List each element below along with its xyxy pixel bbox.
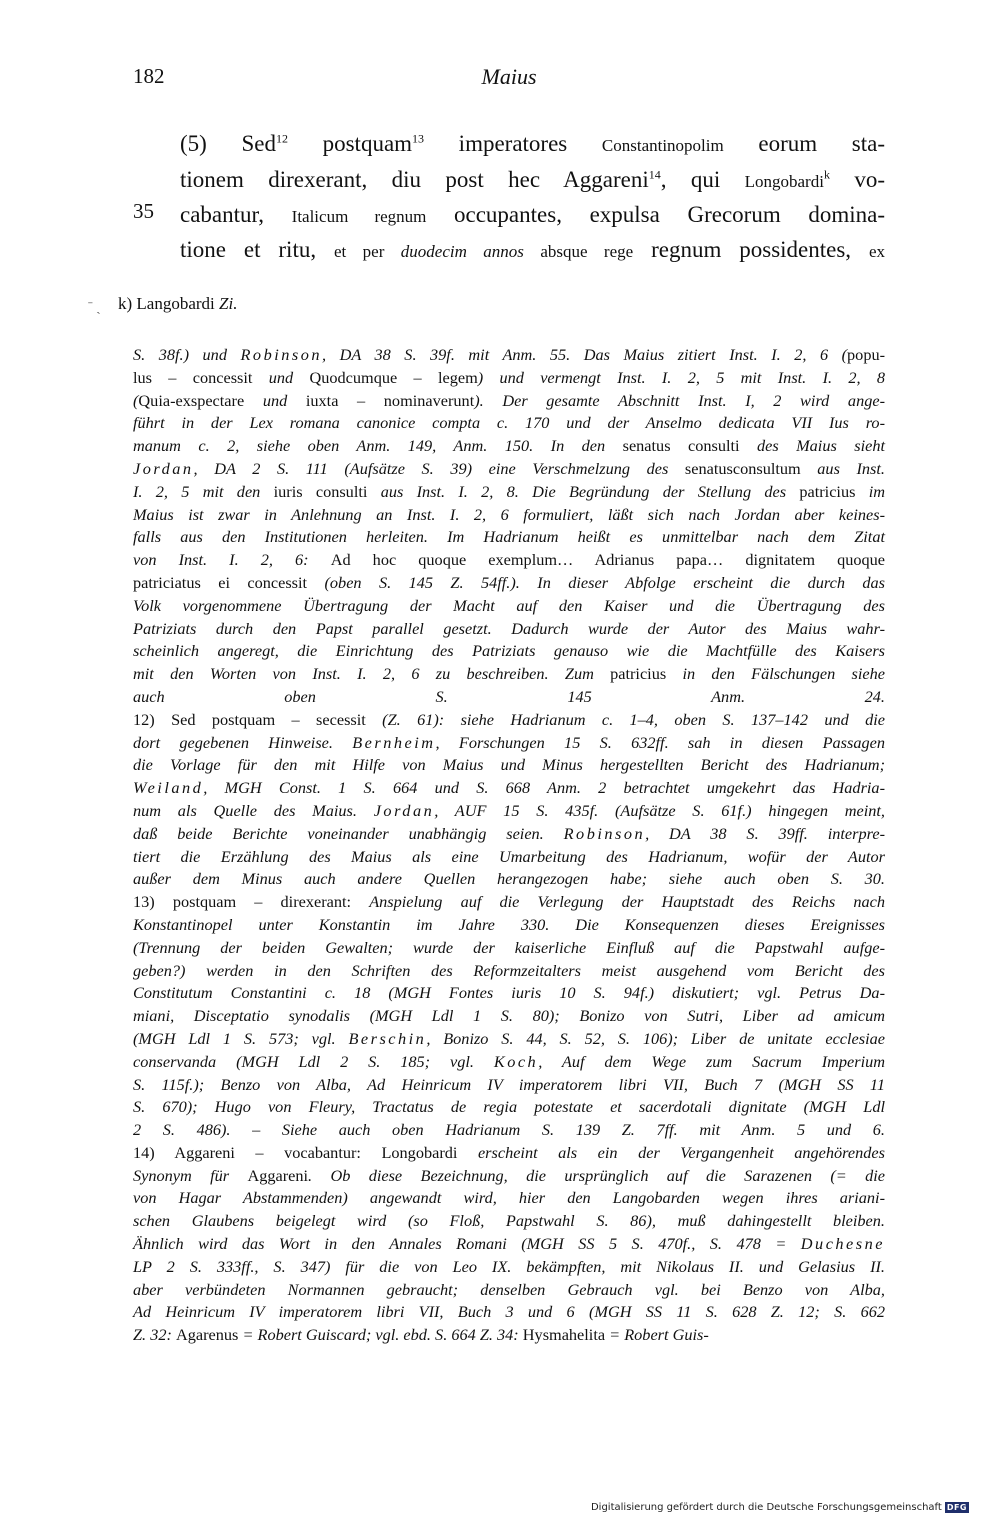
- note-line: [133, 1028, 885, 1051]
- note-line: [133, 390, 885, 413]
- text-run: im: [855, 481, 886, 501]
- text-run: imperatores: [424, 131, 602, 156]
- text-run: und: [262, 390, 306, 410]
- text-run: Synonym für: [133, 1165, 248, 1185]
- digitization-credit: [591, 1502, 969, 1513]
- text-run: Quodcumque – legem: [309, 367, 478, 387]
- text-run: , DA 2 S. 111 (Aufsätze S. 39) eine Verschmelzung des: [193, 458, 685, 478]
- note-line: [133, 1074, 885, 1097]
- text-run: absque rege: [523, 242, 634, 261]
- note-line: [133, 1233, 885, 1256]
- text-run: 13) postquam – direxerant:: [133, 892, 370, 912]
- text-run: Maius ist zwar in Anlehnung an Inst. I. 2, 6 formuliert, läßt sich nach Jordan aber keines-: [133, 504, 885, 524]
- text-run: Ähnlich wird das Wort in den Annales Romani (MGH SS 5 S. 470f., S. 478 =: [133, 1234, 801, 1254]
- note-line: [133, 1256, 885, 1279]
- text-run: 13: [412, 131, 425, 146]
- text-run: = Robert Guiscard; vgl. ebd. S. 664 Z. 34:: [238, 1325, 523, 1345]
- text-line: [180, 126, 885, 162]
- text-run: aus Inst.: [800, 458, 885, 478]
- text-run: aus Inst. I. 2, 8. Die Begründung der Stellung des: [367, 481, 800, 501]
- text-run: eorum sta-: [723, 131, 885, 156]
- text-run: auch oben S. 145 Anm. 24.: [133, 686, 885, 706]
- text-run: Bernheim: [352, 732, 436, 752]
- text-run: vo-: [829, 167, 885, 192]
- text-run: von Inst. I. 2, 6:: [133, 550, 331, 570]
- text-run: popu-: [847, 345, 886, 364]
- text-run: miani, Disceptatio synodalis (MGH Ldl 1 S. 80); Bonizo von Sutri, Liber ad amicum: [133, 1006, 885, 1026]
- dfg-logo-icon: DFG: [946, 1503, 967, 1512]
- text-run: et per: [334, 242, 401, 261]
- note-line: [133, 1005, 885, 1028]
- text-run: S. 38f.) und: [133, 345, 241, 364]
- text-run: senatusconsultum: [684, 458, 801, 478]
- text-run: manum c. 2, siehe oben Anm. 149, Anm. 150. In den: [133, 436, 623, 456]
- text-run: (oben S. 145 Z. 54ff.). In dieser Abfolge erscheint die durch das: [307, 572, 886, 592]
- note-line: [133, 640, 885, 663]
- text-run: num als Quelle des Maius.: [133, 800, 374, 820]
- note-line: [133, 458, 885, 481]
- text-run: dort gegebenen Hinweise.: [133, 732, 353, 752]
- note-line: [133, 1279, 885, 1302]
- text-run: daß beide Berichte voneinander unabhängig seien.: [133, 823, 564, 843]
- text-run: ex: [868, 242, 886, 261]
- text-run: cabantur,: [180, 202, 292, 227]
- text-run: Koch: [493, 1051, 539, 1071]
- text-run: ). Der gesamte Abschnitt Inst. I, 2 wird ange-: [474, 390, 886, 410]
- text-run: Aggareni: [247, 1165, 309, 1185]
- text-run: postquam: [287, 131, 413, 156]
- text-run: , Auf dem Wege zum Sacrum Imperium: [538, 1051, 886, 1071]
- text-run: = Robert Guis-: [605, 1325, 709, 1345]
- text-run: Italicum regnum: [291, 207, 427, 226]
- text-run: Ad Heinricum IV imperatorem libri VII, Buch 3 und 6 (MGH SS 11 S. 628 Z. 12; S. 662: [133, 1302, 885, 1322]
- text-run: Hysmahelita: [522, 1325, 606, 1345]
- text-run: die Vorlage für den mit Hilfe von Maius und Minus hergestellten Bericht des Hadrianum;: [133, 755, 885, 775]
- text-run: außer dem Minus auch andere Quellen herangezogen habe; siehe auch oben S. 30.: [133, 869, 885, 889]
- text-run: iuris consulti: [273, 481, 368, 501]
- text-run: Weiland: [133, 778, 204, 798]
- text-run: (5) Sed: [180, 131, 276, 156]
- text-run: , AUF 15 S. 435f. (Aufsätze S. 61f.) hingegen meint,: [434, 800, 885, 820]
- text-run: , MGH Const. 1 S. 664 und S. 668 Anm. 2 betrachtet umgekehrt das Hadria-: [203, 778, 885, 798]
- note-line: [133, 1051, 885, 1074]
- text-run: Duchesne: [800, 1234, 885, 1254]
- text-run: Jordan: [373, 800, 435, 820]
- text-run: lus – concessit: [133, 367, 269, 387]
- text-run: patriciatus ei concessit: [133, 572, 308, 592]
- text-run: geben?) werden in den Schriften des Reformzeitalters meist ausgehend vom Bericht des: [133, 960, 885, 980]
- note-line: [133, 754, 885, 777]
- note-line: [133, 846, 885, 869]
- text-run: Constantinopolim: [601, 136, 724, 155]
- text-run: des Maius sieht: [739, 436, 885, 456]
- note-line: [133, 572, 885, 595]
- text-run: patricius: [799, 481, 856, 501]
- running-title: Maius: [481, 64, 537, 89]
- text-run: S. 115f.); Benzo von Alba, Ad Heinricum IV imperatorem libri VII, Buch 7 (MGH SS 11: [133, 1074, 885, 1094]
- text-run: 12) Sed postquam – secessit: [133, 709, 366, 729]
- note-line: [133, 504, 885, 527]
- text-line: [180, 232, 885, 267]
- text-run: ) und vermengt Inst. I. 2, 5 mit Inst. I. 2, 8: [477, 367, 886, 387]
- text-run: , qui: [660, 167, 745, 192]
- text-run: (MGH Ldl 1 S. 573; vgl.: [133, 1028, 349, 1048]
- page-header: [133, 64, 885, 94]
- text-run: Volk vorgenommene Übertragung der Macht auf den Kaiser und die Übertragung des: [133, 595, 885, 615]
- commentary-notes: [133, 344, 885, 1347]
- note-line: [133, 663, 885, 686]
- text-run: conservanda (MGH Ldl 2 S. 185; vgl.: [133, 1051, 494, 1071]
- margin-mark: ˉ ˎ: [88, 300, 101, 315]
- note-line: [133, 549, 885, 572]
- page-number: 182: [133, 64, 165, 88]
- text-run: Anspielung auf die Verlegung der Hauptstadt des Reichs nach: [369, 892, 885, 912]
- text-run: Quia-exspectare: [138, 390, 263, 410]
- note-line: [133, 1096, 885, 1119]
- text-line: [180, 162, 885, 197]
- text-run: occupantes, expulsa Grecorum domina-: [426, 202, 885, 227]
- text-run: k: [823, 167, 830, 182]
- text-run: . Ob diese Bezeichnung, die ursprünglich auf die Sarazenen (= die: [308, 1165, 885, 1185]
- note-line: [133, 526, 885, 549]
- text-run: 2 S. 486). – Siehe auch oben Hadrianum S. 139 Z. 7ff. mit Anm. 5 und 6.: [133, 1120, 885, 1140]
- text-run: Agarenus: [175, 1325, 239, 1345]
- note-line: [133, 1119, 885, 1142]
- text-run: , DA 38 S. 39f. mit Anm. 55. Das Maius zitiert Inst. I. 2, 6 (: [322, 345, 848, 364]
- note-line: [133, 412, 885, 435]
- note-line: [133, 823, 885, 846]
- apparatus-label: k) Langobardi: [118, 294, 220, 313]
- text-run: schen Glaubens beigelegt wird (so Floß, Papstwahl S. 86), muß dahingestellt bleiben.: [133, 1211, 885, 1231]
- text-run: (Trennung der beiden Gewalten; wurde der kaiserliche Einfluß auf die Papstwahl aufge-: [133, 937, 885, 957]
- note-line: [133, 732, 885, 755]
- note-line: [133, 1301, 885, 1324]
- text-run: LP 2 S. 333ff., S. 347) für die von Leo IX. bekämpften, mit Nikolaus II. und Gelasius II.: [133, 1256, 885, 1276]
- note-line: [133, 435, 885, 458]
- text-run: , Forschungen 15 S. 632ff. sah in diesen Passagen: [435, 732, 886, 752]
- text-run: , Bonizo S. 44, S. 52, S. 106); Liber de unitate ecclesiae: [426, 1028, 885, 1048]
- note-line: [133, 344, 885, 367]
- note-line: [133, 595, 885, 618]
- text-run: von Hagar Abstammenden) angewandt wird, hier den Langobarden wegen ihres ariani-: [133, 1188, 885, 1208]
- text-run: Robinson: [240, 345, 322, 364]
- note-line: [133, 1187, 885, 1210]
- text-run: Z. 32:: [133, 1325, 176, 1345]
- text-run: (: [133, 390, 139, 410]
- text-run: tionem direxerant, diu post hec Aggareni: [180, 167, 649, 192]
- note-line: [133, 1210, 885, 1233]
- text-run: erscheint als ein der Vergangenheit angehörendes: [457, 1142, 885, 1162]
- text-run: patricius: [610, 664, 667, 684]
- note-line: [133, 367, 885, 390]
- text-run: Ad hoc quoque exemplum… Adrianus papa… dignitatem quoque: [330, 550, 886, 570]
- text-run: Patriziats durch den Papst parallel gesetzt. Dadurch wurde der Autor des Maius wahr-: [133, 618, 885, 638]
- edition-text: [180, 126, 885, 267]
- text-run: iuxta – nominaverunt: [305, 390, 475, 410]
- text-run: regnum possidentes,: [633, 237, 869, 262]
- critical-apparatus: [118, 292, 237, 316]
- note-line: [133, 891, 885, 914]
- text-run: mit den Worten von Inst. I. 2, 6 zu beschreiben. Zum: [133, 664, 611, 684]
- note-line: [133, 1142, 885, 1165]
- text-run: Berschin: [348, 1028, 427, 1048]
- text-run: Constitutum Constantini c. 18 (MGH Fontes iuris 10 S. 94f.) diskutiert; vgl. Petrus Da-: [133, 983, 885, 1003]
- text-run: Konstantinopel unter Konstantin im Jahre 330. Die Konsequenzen dieses Ereignisses: [133, 914, 885, 934]
- text-run: 14: [648, 167, 661, 182]
- note-line: [133, 777, 885, 800]
- note-line: [133, 481, 885, 504]
- text-run: I. 2, 5 mit den: [133, 481, 274, 501]
- text-run: 12: [275, 131, 288, 146]
- text-run: und: [268, 367, 310, 387]
- note-line: [133, 868, 885, 891]
- note-line: [133, 914, 885, 937]
- note-line: [133, 686, 885, 709]
- credit-text: Digitalisierung gefördert durch die Deutsche Forschungsgemeinschaft: [590, 1502, 942, 1513]
- text-run: senatus consulti: [622, 436, 740, 456]
- text-run: Robinson: [563, 823, 646, 843]
- note-line: [133, 960, 885, 983]
- text-run: tiert die Erzählung des Maius als eine Umarbeitung des Hadrianum, wofür der Autor: [133, 846, 885, 866]
- note-line: [133, 937, 885, 960]
- note-line: [133, 1165, 885, 1188]
- line-number: 35: [133, 199, 154, 223]
- apparatus-siglum: Zi.: [219, 294, 238, 313]
- text-run: aber verbündeten Normannen gebraucht; denselben Gebrauch vgl. bei Benzo von Alba,: [133, 1279, 885, 1299]
- note-line: [133, 982, 885, 1005]
- text-run: , DA 38 S. 39ff. interpre-: [645, 823, 885, 843]
- text-run: 14) Aggareni – vocabantur: Longobardi: [133, 1142, 458, 1162]
- note-line: [133, 800, 885, 823]
- text-run: scheinlich angeregt, die Einrichtung des Patriziats genauso wie die Machtfülle des Kaisers: [133, 641, 885, 661]
- text-run: S. 670); Hugo von Fleury, Tractatus de regia potestate et sacerdotali dignitate (MGH Ldl: [133, 1097, 885, 1117]
- text-run: in den Fälschungen siehe: [666, 664, 885, 684]
- text-run: Jordan: [133, 458, 194, 478]
- text-run: führt in der Lex romana canonice compta c. 170 und der Anselmo dedicata VII Ius ro-: [133, 413, 885, 433]
- note-line: [133, 709, 885, 732]
- text-line: [180, 197, 885, 232]
- note-line: [133, 1324, 885, 1347]
- text-run: falls aus den Institutionen herleiten. Im Hadrianum heißt es unmittelbar nach dem Zitat: [133, 527, 885, 547]
- text-run: (Z. 61): siehe Hadrianum c. 1–4, oben S. 137–142 und die: [365, 709, 886, 729]
- text-run: Longobardi: [744, 172, 824, 191]
- text-run: duodecim annos: [400, 242, 524, 261]
- text-run: tione et ritu,: [180, 237, 334, 262]
- note-line: [133, 618, 885, 641]
